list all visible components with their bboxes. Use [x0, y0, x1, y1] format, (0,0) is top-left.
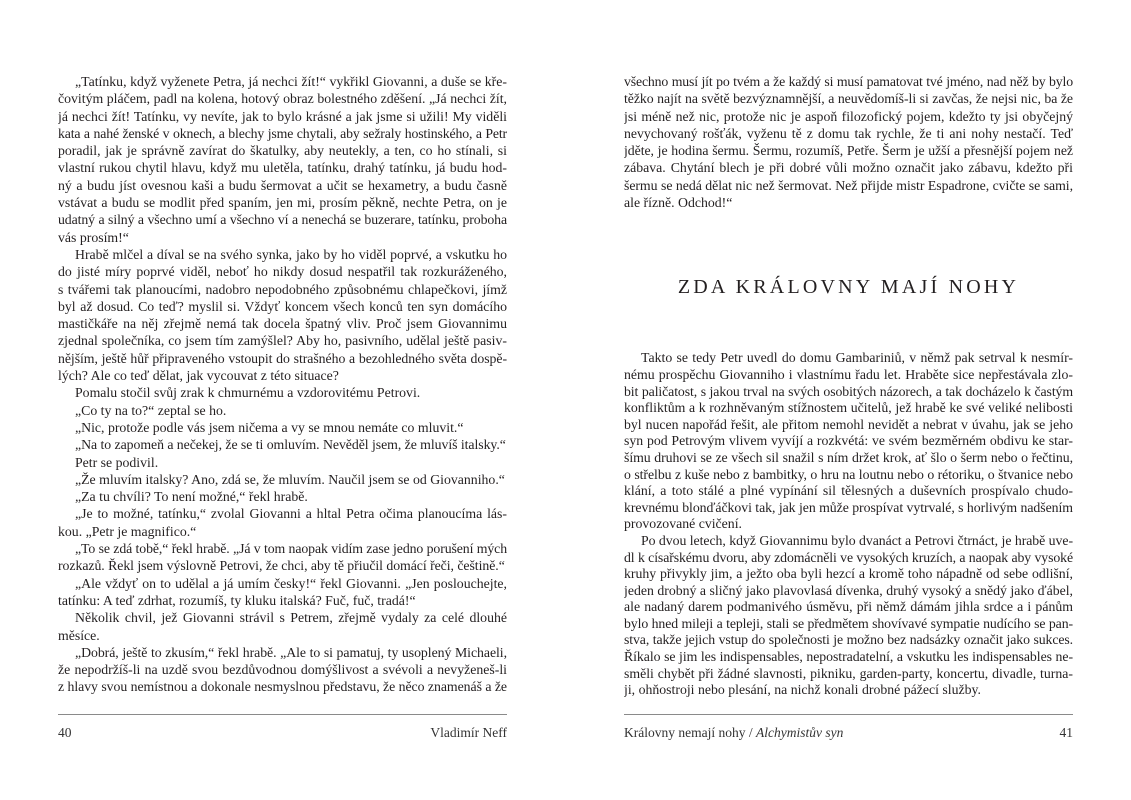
text-line: poradil, jak je správně zavírat do škatulky, aby neutekly, a ten, co ho stínali, si	[58, 143, 507, 159]
text-line: „Co ty na to?“ zeptal se ho.	[75, 402, 227, 418]
text-line: „Nic, protože podle vás jsem ničema a vy se mnou nemáte co mluvit.“	[75, 419, 464, 435]
text-line: šímu druhovi se ze všech sil snažil s ním držet krok, ať šlo o šerm nebo o řečtinu,	[624, 449, 1073, 465]
text-line: byl až dosud. Co teď? myslil si. Vždyť koncem všech konců ten syn domácího	[58, 298, 507, 314]
text-line: byl nucen napořád řešit, ale přitom nemohl nevidět a nebrat v úvahu, jak se jeho	[624, 416, 1073, 432]
text-line: nevychovaný rošťák, vyženu tě z domu tak rychle, že ti ani nohy nestačí. Teď	[624, 125, 1073, 141]
text-line: jeden drobný a sličný jako plavovlasá dívenka, druhý vysoký a snědý jako ďábel,	[624, 582, 1073, 598]
text-line: krevnému blonďáčkovi tak, jak jen může prospívat vytrvalé, s horlivým nadšením	[624, 499, 1073, 515]
text-line: stva, takže jejich vstup do společnosti je možno bez nadsázky označit jako sukces.	[624, 632, 1073, 648]
chapter-heading: ZDA KRÁLOVNY MAJÍ NOHY	[677, 276, 1020, 299]
paragraph	[58, 644, 507, 696]
text-line: ale nadaný darem podmanivého úsměvu, při němž dámám jihla srdce a i pánům	[624, 599, 1073, 615]
text-line: provozované cvičení.	[624, 516, 742, 532]
paragraph	[58, 454, 507, 471]
text-line: tatínku: A teď zdrhat, rozumíš, ty kluku italská? Fuč, fuč, tradá!“	[58, 592, 416, 608]
text-line: Petr se podivil.	[75, 454, 159, 470]
text-line: do jisté míry poprvé viděl, neboť ho nikdy dosud nespatřil tak rozkuráženého,	[58, 264, 507, 280]
text-line: Několik chvil, jež Giovanni strávil s Petrem, zřejmě vydaly za celé dlouhé	[75, 610, 507, 626]
right-footer	[624, 725, 1073, 741]
text-line: Říkalo se jim les indispensables, nepostradatelní, a vskutku les indispensables ne-	[624, 649, 1073, 665]
text-line: čovitým pláčem, padl na kolena, hotový obraz bolestného zděšení. „Já nechci žít,	[58, 91, 507, 107]
text-line: kata a nahé ženské v oknech, a blechy jsme chytali, aby sežraly hostinského, a Petr	[58, 125, 507, 141]
paragraph	[58, 246, 507, 384]
text-line: že nepodržíš-li na uzdě svou bezdůvodnou domýšlivost a svévoli a nevyženeš-li	[58, 662, 507, 678]
text-line: směli chybět při žádné slavnosti, pikniku, garden-party, koncertu, divadle, turna-	[624, 665, 1073, 681]
paragraph	[58, 505, 507, 540]
running-title: Královny nemají nohy / Alchymistův syn	[624, 725, 844, 740]
text-line: Takto se tedy Petr uvedl do domu Gambariniů, v němž pak setrval k nesmír-	[641, 350, 1073, 366]
paragraph	[58, 402, 507, 419]
text-line: kou. „Petr je magnifico.“	[58, 523, 197, 539]
text-line: „Za tu chvíli? To není možné,“ řekl hrabě.	[75, 489, 308, 505]
text-line: „Ale vždyť on to udělal a já umím česky!“ řekl Giovanni. „Jen poslouchejte,	[75, 575, 507, 591]
text-line: s tvářemi tak planoucími, nadobro nepodobného způsobnému chlapečkovi, jímž	[58, 281, 507, 297]
paragraph	[58, 609, 507, 644]
text-line: syn pod Petrovým vlivem vyvíjí a rozkvétá: ve svém bezměrném obdivu ke star-	[624, 433, 1073, 449]
text-line: vás prosím!“	[58, 229, 129, 245]
text-line: jděte, je hodina šermu. Šermu, rozumíš, Petře. Šerm je užší a přesnější pojem než	[624, 143, 1073, 159]
text-line: zábava. Chytání blech je při dobré vůli možno označit jako zábavu, kdežto při	[624, 160, 1073, 176]
paragraph	[58, 575, 507, 610]
paragraph	[58, 384, 507, 401]
text-line: já nechci žít! Tatínku, vy nevíte, jak to bylo krásné a jak jsme si užili! My viděli	[58, 108, 507, 124]
paragraph	[624, 350, 1073, 533]
text-line: bylo hned mileji a tepleji, stali se předmětem shovívavé sympatie nudícího se pan-	[624, 615, 1073, 631]
text-line: ný a budu jíst ovesnou kaši a budu šermovat a učit se hexametry, a budu časně	[58, 177, 507, 193]
text-line: nějším, ještě hůř připraveného vstoupit do strašného a bezohledného světa dospě-	[58, 350, 507, 366]
text-line: měsíce.	[58, 627, 100, 643]
text-line: vstávat a budu se modlit před spaním, jen mi, prosím pěkně, nechte Petra, on je	[58, 195, 507, 211]
right-page-body	[624, 73, 1073, 699]
page-number: 40	[58, 725, 72, 740]
left-footer-rule	[58, 714, 507, 715]
right-footer-rule	[624, 714, 1073, 715]
paragraph	[58, 488, 507, 505]
page-number: 41	[1059, 725, 1073, 740]
text-line: bit paličatost, s jakou trval na svých osobitých názorech, a tak docházelo k častým	[624, 383, 1073, 399]
text-line: udatný a silný a všechno umí a všechno ví a nenechá se buzerare, tatínku, proboha	[58, 212, 507, 228]
text-line: dl k císařskému dvoru, aby zdomácněli ve vysokých kruzích, a naopak aby vysoké	[624, 549, 1073, 565]
text-line: ale řízně. Odchod!“	[624, 195, 733, 211]
text-line: těžko najít na světě bezvýznamnější, a neuvědomíš-li si zavčas, že nejsi nic, ba že	[624, 91, 1073, 107]
text-line: „Je to možné, tatínku,“ zvolal Giovanni a hltal Petra očima planoucíma lás-	[75, 506, 507, 522]
paragraph	[624, 73, 1073, 211]
text-line: z hlavy svou nemístnou a dokonale nesmyslnou představu, že něco znamenáš a že	[58, 679, 507, 695]
paragraph	[58, 471, 507, 488]
text-line: mastičkáře na něj zřejmě nemá tak docela špatný vliv. Proč jsem Giovannimu	[58, 316, 507, 332]
text-line: „To se zdá tobě,“ řekl hrabě. „Já v tom naopak vidím zase jedno porušení mých	[75, 541, 507, 557]
paragraph	[624, 533, 1073, 699]
text-line: kruhy přivykly jim, a ježto oba byli hezcí a kromě toho nápadně od sebe odlišní,	[624, 566, 1073, 582]
text-line: šermu se nedá dělat nic než šermovat. Než přijde mistr Espadrone, cvičte se sami,	[624, 177, 1073, 193]
text-line: rozkazů. Řekl jsem výslovně Petrovi, že chci, aby tě přiučil domácí řeči, češtině.“	[58, 558, 505, 574]
text-line: „Dobrá, ještě to zkusím,“ řekl hrabě. „Ale to si pamatuj, ty usoplený Michaeli,	[75, 644, 507, 660]
left-footer	[58, 725, 507, 741]
text-line: o střelbu z kuše nebo z bambitky, o hru na loutnu nebo o rétoriku, o štvanice nebo	[624, 466, 1073, 482]
text-line: ji, ohňostroji nebo plesání, na nichž konali drobné pážecí služby.	[624, 682, 981, 698]
text-line: lých? Ale co teď dělat, jak vycouvat z této situace?	[58, 368, 339, 384]
text-line: konfliktům a k rozhněvaným stížnostem učitelů, jež hrabě ke své veliké nelibosti	[624, 400, 1073, 416]
text-line: nému prospěchu Giovanniho i vlastnímu řadu let. Hraběte sice nepřestávala zlo-	[624, 366, 1073, 382]
left-page-body	[58, 73, 507, 696]
paragraph	[58, 540, 507, 575]
text-line: Hrabě mlčel a díval se na svého synka, jako by ho viděl poprvé, a vskutku ho	[75, 246, 507, 262]
paragraph	[58, 419, 507, 436]
paragraph	[58, 436, 507, 453]
text-line: Pomalu stočil svůj zrak k chmurnému a vzdorovitému Petrovi.	[75, 385, 421, 401]
book-title: Alchymistův syn	[756, 725, 844, 740]
running-author: Vladimír Neff	[430, 725, 507, 740]
text-line: „Že mluvím italsky? Ano, zdá se, že mluvím. Naučil jsem se od Giovanniho.“	[75, 471, 505, 487]
text-line: zjednal společníka, co jsem tím zamýšlel? Aby ho, pasivního, udělal ještě pasiv-	[58, 333, 507, 349]
text-line: jsi méně než nic, protože nic je aspoň filozofický pojem, kdežto ty jsi obyčejný	[624, 108, 1073, 124]
paragraph	[58, 73, 507, 246]
text-line: „Tatínku, když vyženete Petra, já nechci žít!“ vykřikl Giovanni, a duše se kře-	[75, 74, 507, 89]
text-line: klání, a toto stálé a plné vypínání sil tělesných a duševních prospívalo chudo-	[624, 483, 1073, 499]
text-line: vlastní rukou chytil hlavu, když mu uletěla, tatínku, drahý tatínku, já budu hod-	[58, 160, 507, 176]
text-line: „Na to zapomeň a nečekej, že se ti omluvím. Nevěděl jsem, že mluvíš italsky.“	[75, 437, 506, 453]
text-line: všechno musí jít po tvém a že každý si musí pamatovat tvé jméno, nad něž by bylo	[624, 74, 1073, 89]
text-line: Po dvou letech, když Giovannimu bylo dvanáct a Petrovi čtrnáct, je hrabě uve-	[641, 532, 1073, 548]
